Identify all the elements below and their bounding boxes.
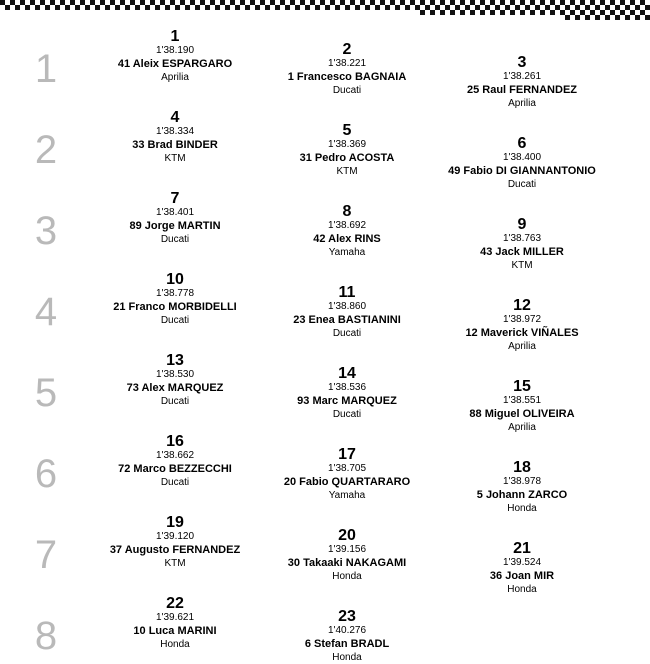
team-name: Aprilia	[508, 422, 536, 433]
checker-square	[265, 5, 270, 10]
checker-square	[610, 10, 615, 15]
checker-square	[575, 15, 580, 20]
checker-square	[130, 0, 135, 5]
grid-slot	[252, 123, 442, 178]
team-name: Ducati	[160, 477, 190, 488]
checker-square	[485, 5, 490, 10]
checker-square	[470, 0, 475, 5]
lap-time: 1'39.621	[155, 612, 195, 623]
checker-square	[510, 10, 515, 15]
grid-position: 12	[513, 297, 531, 314]
checker-square	[280, 0, 285, 5]
rider-name: 25 Raul FERNANDEZ	[466, 84, 578, 96]
checker-square	[255, 5, 260, 10]
checker-square	[125, 5, 130, 10]
checker-square	[620, 10, 625, 15]
checker-square	[560, 10, 565, 15]
checker-square	[270, 0, 275, 5]
checker-square	[20, 0, 25, 5]
team-name: Honda	[332, 652, 362, 663]
rider-name: 43 Jack MILLER	[480, 246, 564, 258]
grid-position: 3	[517, 54, 527, 71]
grid-position: 20	[338, 527, 356, 544]
checker-square	[560, 0, 565, 5]
checker-square	[550, 10, 555, 15]
team-name: Ducati	[160, 315, 190, 326]
rider-name: 42 Alex RINS	[313, 233, 381, 245]
checker-square	[615, 5, 620, 10]
checker-square	[580, 0, 585, 5]
checker-square	[570, 0, 575, 5]
checker-square	[570, 10, 575, 15]
grid-slot	[427, 541, 617, 596]
team-name: KTM	[164, 153, 186, 164]
checker-square	[110, 0, 115, 5]
rider-name: 1 Francesco BAGNAIA	[287, 71, 407, 83]
lap-time: 1'38.369	[327, 139, 367, 150]
checker-square	[365, 5, 370, 10]
checker-square	[40, 0, 45, 5]
checker-square	[315, 5, 320, 10]
grid-position: 15	[513, 378, 531, 395]
grid-row-number: 8	[34, 614, 58, 658]
rider-name: 73 Alex MARQUEZ	[126, 382, 224, 394]
checker-square	[535, 5, 540, 10]
rider-name: 5 Johann ZARCO	[476, 489, 568, 501]
checker-square	[515, 5, 520, 10]
checker-square	[150, 0, 155, 5]
checker-square	[90, 0, 95, 5]
checker-square	[420, 10, 425, 15]
lap-time: 1'38.401	[155, 207, 195, 218]
lap-time: 1'38.860	[327, 301, 367, 312]
checker-square	[285, 5, 290, 10]
checker-square	[565, 5, 570, 10]
team-name: Ducati	[332, 328, 362, 339]
checker-square	[645, 5, 650, 10]
checker-square	[135, 5, 140, 10]
lap-time: 1'38.662	[155, 450, 195, 461]
checker-square	[615, 15, 620, 20]
grid-slot	[427, 379, 617, 434]
checker-square	[5, 5, 10, 10]
rider-name: 88 Miguel OLIVEIRA	[469, 408, 575, 420]
grid-slot	[252, 285, 442, 340]
checker-square	[625, 15, 630, 20]
checker-square	[500, 10, 505, 15]
grid-position: 14	[338, 365, 356, 382]
team-name: KTM	[511, 260, 533, 271]
grid-slot	[80, 191, 270, 246]
checker-square	[330, 0, 335, 5]
grid-row-number: 4	[34, 290, 58, 334]
checker-square	[310, 0, 315, 5]
checker-square	[395, 5, 400, 10]
checker-square	[35, 5, 40, 10]
rider-name: 20 Fabio QUARTARARO	[283, 476, 411, 488]
checker-square	[230, 0, 235, 5]
checker-square	[140, 0, 145, 5]
team-name: Yamaha	[328, 247, 366, 258]
grid-position: 16	[166, 433, 184, 450]
grid-position: 1	[170, 28, 180, 45]
grid-slot	[427, 460, 617, 515]
team-name: Ducati	[160, 234, 190, 245]
checker-square	[245, 5, 250, 10]
lap-time: 1'38.334	[155, 126, 195, 137]
checker-square	[145, 5, 150, 10]
team-name: Ducati	[160, 396, 190, 407]
checker-square	[55, 5, 60, 10]
checker-square	[185, 5, 190, 10]
checker-square	[60, 0, 65, 5]
team-name: Honda	[507, 503, 537, 514]
checker-square	[105, 5, 110, 10]
checker-square	[70, 0, 75, 5]
team-name: Aprilia	[508, 341, 536, 352]
checker-square	[480, 0, 485, 5]
grid-row-number: 1	[34, 47, 58, 91]
checker-square	[80, 0, 85, 5]
lap-time: 1'38.978	[502, 476, 542, 487]
checker-square	[165, 5, 170, 10]
team-name: KTM	[336, 166, 358, 177]
grid-position: 17	[338, 446, 356, 463]
checker-square	[45, 5, 50, 10]
checker-square	[25, 5, 30, 10]
checker-square	[15, 5, 20, 10]
checker-square	[440, 10, 445, 15]
checker-square	[420, 0, 425, 5]
team-name: Aprilia	[161, 72, 189, 83]
lap-time: 1'38.972	[502, 314, 542, 325]
grid-row-number: 6	[34, 452, 58, 496]
grid-slot	[80, 272, 270, 327]
checker-square	[205, 5, 210, 10]
checker-square	[510, 0, 515, 5]
grid-slot	[80, 596, 270, 651]
lap-time: 1'40.276	[327, 625, 367, 636]
grid-slot	[80, 515, 270, 570]
checker-square	[30, 0, 35, 5]
checker-square	[580, 10, 585, 15]
team-name: Aprilia	[508, 98, 536, 109]
grid-slot	[252, 609, 442, 664]
checker-square	[445, 5, 450, 10]
team-name: Ducati	[332, 85, 362, 96]
checker-square	[155, 5, 160, 10]
checker-square	[0, 0, 5, 5]
lap-time: 1'38.400	[502, 152, 542, 163]
checker-square	[215, 5, 220, 10]
checker-square	[520, 10, 525, 15]
grid-position: 8	[342, 203, 352, 220]
checker-square	[640, 10, 645, 15]
checker-square	[190, 0, 195, 5]
checker-square	[375, 5, 380, 10]
grid-position: 23	[338, 608, 356, 625]
lap-time: 1'38.778	[155, 288, 195, 299]
checker-square	[620, 0, 625, 5]
checker-square	[175, 5, 180, 10]
lap-time: 1'39.524	[502, 557, 542, 568]
grid-position: 18	[513, 459, 531, 476]
checker-square	[610, 0, 615, 5]
grid-slot	[252, 528, 442, 583]
rider-name: 72 Marco BEZZECCHI	[118, 463, 232, 475]
grid-slot	[252, 204, 442, 259]
rider-name: 21 Franco MORBIDELLI	[113, 301, 237, 313]
checker-square	[635, 15, 640, 20]
checker-square	[475, 5, 480, 10]
checker-square	[235, 5, 240, 10]
grid-slot	[80, 29, 270, 84]
checker-square	[605, 5, 610, 10]
lap-time: 1'38.261	[502, 71, 542, 82]
checker-square	[470, 10, 475, 15]
lap-time: 1'38.530	[155, 369, 195, 380]
checker-square	[530, 0, 535, 5]
checker-square	[120, 0, 125, 5]
checker-square	[345, 5, 350, 10]
rider-name: 36 Joan MIR	[489, 570, 555, 582]
checker-square	[540, 10, 545, 15]
checker-square	[630, 0, 635, 5]
lap-time: 1'38.705	[327, 463, 367, 474]
grid-slot	[427, 217, 617, 272]
checker-square	[450, 0, 455, 5]
checker-square	[450, 10, 455, 15]
grid-slot	[252, 42, 442, 97]
checker-square	[370, 0, 375, 5]
lap-time: 1'38.536	[327, 382, 367, 393]
checker-square	[350, 0, 355, 5]
checker-square	[300, 0, 305, 5]
checker-square	[405, 5, 410, 10]
checker-square	[340, 0, 345, 5]
grid-position: 21	[513, 540, 531, 557]
checker-square	[625, 5, 630, 10]
checker-square	[500, 0, 505, 5]
checker-square	[435, 5, 440, 10]
lap-time: 1'38.692	[327, 220, 367, 231]
checker-square	[170, 0, 175, 5]
checker-square	[585, 5, 590, 10]
checker-square	[10, 0, 15, 5]
team-name: Ducati	[332, 409, 362, 420]
grid-position: 11	[338, 284, 356, 301]
grid-position: 13	[166, 352, 184, 369]
checker-square	[250, 0, 255, 5]
grid-slot	[80, 353, 270, 408]
checker-square	[430, 0, 435, 5]
checker-square	[180, 0, 185, 5]
lap-time: 1'38.763	[502, 233, 542, 244]
lap-time: 1'38.551	[502, 395, 542, 406]
checker-square	[410, 0, 415, 5]
checker-square	[590, 10, 595, 15]
rider-name: 33 Brad BINDER	[132, 139, 218, 151]
team-name: Honda	[332, 571, 362, 582]
checker-square	[635, 5, 640, 10]
checker-square	[545, 5, 550, 10]
rider-name: 30 Takaaki NAKAGAMI	[287, 557, 407, 569]
rider-name: 93 Marc MARQUEZ	[297, 395, 397, 407]
checker-square	[100, 0, 105, 5]
checker-square	[575, 5, 580, 10]
rider-name: 6 Stefan BRADL	[304, 638, 390, 650]
checker-square	[295, 5, 300, 10]
rider-name: 49 Fabio DI GIANNANTONIO	[448, 165, 596, 177]
grid-position: 9	[517, 216, 527, 233]
checker-square	[465, 5, 470, 10]
team-name: Ducati	[507, 179, 537, 190]
grid-position: 6	[517, 135, 527, 152]
checker-square	[335, 5, 340, 10]
checker-square	[65, 5, 70, 10]
rider-name: 89 Jorge MARTIN	[129, 220, 221, 232]
checker-square	[325, 5, 330, 10]
grid-row-number: 5	[34, 371, 58, 415]
checker-square	[585, 15, 590, 20]
checker-square	[360, 0, 365, 5]
checker-square	[600, 10, 605, 15]
team-name: KTM	[164, 558, 186, 569]
checker-square	[490, 0, 495, 5]
grid-position: 19	[166, 514, 184, 531]
rider-name: 12 Maverick VIÑALES	[465, 327, 579, 339]
checker-square	[210, 0, 215, 5]
checker-square	[75, 5, 80, 10]
checker-square	[85, 5, 90, 10]
rider-name: 31 Pedro ACOSTA	[299, 152, 395, 164]
checker-square	[380, 0, 385, 5]
grid-row-number: 7	[34, 533, 58, 577]
checker-square	[630, 10, 635, 15]
checker-square	[605, 15, 610, 20]
team-name: Yamaha	[328, 490, 366, 501]
checker-square	[460, 10, 465, 15]
checker-square	[320, 0, 325, 5]
checker-square	[530, 10, 535, 15]
grid-slot	[427, 298, 617, 353]
checker-square	[355, 5, 360, 10]
checker-square	[400, 0, 405, 5]
checker-square	[425, 5, 430, 10]
rider-name: 41 Aleix ESPARGARO	[117, 58, 233, 70]
checker-square	[220, 0, 225, 5]
grid-position: 7	[170, 190, 180, 207]
checker-square	[390, 0, 395, 5]
checker-square	[520, 0, 525, 5]
team-name: Honda	[507, 584, 537, 595]
grid-slot	[252, 366, 442, 421]
checker-square	[275, 5, 280, 10]
checker-square	[415, 5, 420, 10]
checker-square	[225, 5, 230, 10]
checker-square	[480, 10, 485, 15]
checker-square	[505, 5, 510, 10]
checker-square	[200, 0, 205, 5]
team-name: Honda	[160, 639, 190, 650]
grid-row-number: 3	[34, 209, 58, 253]
checker-square	[565, 15, 570, 20]
checker-square	[490, 10, 495, 15]
checker-square	[590, 0, 595, 5]
grid-slot	[427, 55, 617, 110]
grid-slot	[80, 434, 270, 489]
checker-square	[455, 5, 460, 10]
checker-square	[160, 0, 165, 5]
rider-name: 37 Augusto FERNANDEZ	[109, 544, 241, 556]
grid-row-number: 2	[34, 128, 58, 172]
lap-time: 1'38.190	[155, 45, 195, 56]
checker-square	[595, 5, 600, 10]
grid-position: 22	[166, 595, 184, 612]
checker-square	[305, 5, 310, 10]
checker-square	[600, 0, 605, 5]
grid-slot	[252, 447, 442, 502]
checkered-flag-banner	[0, 0, 650, 20]
checker-square	[555, 5, 560, 10]
checker-square	[550, 0, 555, 5]
checker-square	[290, 0, 295, 5]
checker-square	[95, 5, 100, 10]
lap-time: 1'38.221	[327, 58, 367, 69]
checker-square	[645, 15, 650, 20]
lap-time: 1'39.120	[155, 531, 195, 542]
checker-square	[495, 5, 500, 10]
checker-square	[195, 5, 200, 10]
rider-name: 10 Luca MARINI	[133, 625, 217, 637]
grid-position: 2	[342, 41, 352, 58]
checker-square	[460, 0, 465, 5]
grid-slot	[80, 110, 270, 165]
checker-square	[540, 0, 545, 5]
checker-square	[115, 5, 120, 10]
checker-square	[430, 10, 435, 15]
checker-square	[260, 0, 265, 5]
checker-square	[240, 0, 245, 5]
checker-square	[440, 0, 445, 5]
checker-square	[525, 5, 530, 10]
grid-slot	[427, 136, 617, 191]
checker-square	[50, 0, 55, 5]
grid-position: 10	[166, 271, 184, 288]
grid-position: 5	[342, 122, 352, 139]
checker-square	[640, 0, 645, 5]
checker-square	[385, 5, 390, 10]
grid-position: 4	[170, 109, 180, 126]
rider-name: 23 Enea BASTIANINI	[293, 314, 401, 326]
lap-time: 1'39.156	[327, 544, 367, 555]
checker-square	[595, 15, 600, 20]
